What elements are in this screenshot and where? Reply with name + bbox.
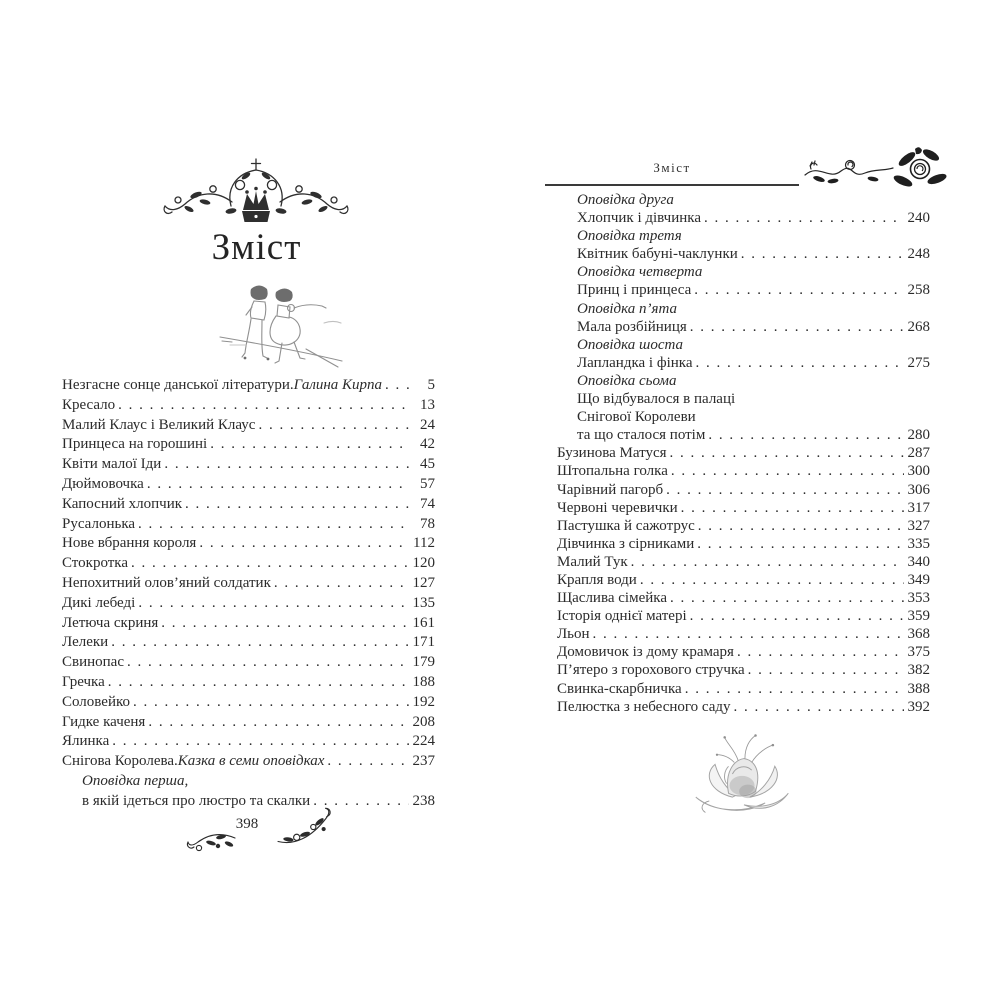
toc-entry-title: Снігова Королева.	[62, 753, 178, 770]
toc-entry-title: Квіти малої Іди	[62, 456, 162, 473]
toc-entry	[557, 318, 930, 336]
toc-entry-subtitle: Казка в семи оповідках	[177, 753, 325, 770]
toc-entry	[62, 614, 435, 634]
dot-leader	[115, 396, 409, 416]
dot-leader	[158, 614, 409, 634]
toc-entry-page-number: 120	[412, 555, 435, 572]
toc-entry-page-number: 238	[412, 792, 435, 809]
toc-entry-title: Чарівний пагорб	[557, 481, 664, 498]
dot-leader	[324, 752, 409, 772]
toc-entry	[557, 336, 930, 354]
toc-entry-page-number: 5	[427, 377, 435, 393]
toc-entry-title: та що сталося потім	[577, 427, 706, 444]
toc-entry	[62, 752, 435, 772]
toc-entry-title: Оповідка третя	[577, 228, 682, 245]
toc-entry-page-number: 327	[907, 517, 930, 534]
toc-entry-title: Штопальна голка	[557, 463, 668, 480]
toc-entry-page-number: 237	[412, 753, 435, 770]
toc-entry-page-number: 359	[907, 608, 930, 625]
toc-entry-page-number: 268	[907, 318, 930, 335]
toc-entry-title: Соловейко	[62, 693, 130, 710]
toc-entry-page-number: 57	[420, 475, 435, 492]
toc-entry-page-number: 188	[412, 673, 435, 690]
toc-entry	[62, 594, 435, 614]
toc-entry	[62, 693, 435, 713]
dot-leader	[667, 444, 904, 462]
toc-entry-title: Льон	[557, 626, 590, 643]
toc-entry-title: Свинопас	[62, 654, 124, 671]
toc-entry	[557, 680, 930, 698]
toc-entry	[557, 390, 930, 408]
toc-entry-page-number: 78	[420, 515, 435, 532]
toc-entry-page-number: 171	[412, 634, 435, 651]
toc-entry-title: Оповідка шоста	[577, 336, 683, 353]
toc-entry-title: Пелюстка з небесного саду	[557, 698, 731, 715]
toc-entry-subtitle: Галина Кирпа	[293, 377, 383, 393]
toc-entry	[62, 376, 435, 396]
toc-entry-title: Принцеса на горошині	[62, 436, 208, 453]
dot-leader	[255, 416, 409, 436]
toc-entry-title: Малий Тук	[557, 553, 628, 570]
crown-floral-ornament	[158, 156, 354, 228]
rose-vine-ornament	[803, 144, 953, 196]
toc-entry-title: Летюча скриня	[62, 614, 159, 631]
running-header: Зміст	[653, 160, 691, 175]
dot-leader	[196, 534, 409, 554]
dot-leader	[745, 661, 904, 679]
toc-entry	[62, 792, 435, 812]
toc-entry	[557, 281, 930, 299]
dot-leader	[130, 693, 409, 713]
toc-entry-page-number: 306	[907, 481, 930, 498]
toc-entry	[557, 227, 930, 245]
toc-entry	[557, 209, 930, 227]
dot-leader	[135, 515, 409, 535]
toc-entry-title: Дюймовочка	[62, 475, 144, 492]
dot-leader	[628, 553, 904, 571]
toc-entry-page-number: 127	[412, 574, 435, 591]
dot-leader	[145, 713, 409, 733]
toc-entry-title: Мала розбійниця	[577, 318, 687, 335]
toc-entry	[557, 408, 930, 426]
toc-entry	[557, 661, 930, 679]
toc-entry	[557, 462, 930, 480]
toc-entry	[557, 571, 930, 589]
right-page	[557, 158, 930, 918]
toc-list	[62, 376, 435, 812]
dot-leader	[678, 499, 904, 517]
dot-leader	[705, 426, 904, 444]
dot-leader	[161, 455, 409, 475]
dot-leader	[144, 475, 409, 495]
toc-entry	[62, 633, 435, 653]
dot-leader	[382, 376, 409, 396]
toc-entry	[557, 499, 930, 517]
dot-leader	[109, 732, 409, 752]
dot-leader	[687, 607, 904, 625]
toc-entry	[62, 713, 435, 733]
dot-leader	[692, 354, 904, 372]
dot-leader	[637, 571, 904, 589]
dot-leader	[135, 594, 409, 614]
toc-entry-page-number: 375	[907, 644, 930, 661]
toc-entry	[62, 455, 435, 475]
toc-entry-title: Нове вбрання короля	[62, 535, 197, 552]
toc-entry-title: Лелеки	[62, 634, 109, 651]
toc-entry-page-number: 248	[907, 246, 930, 263]
toc-entry-page-number: 280	[907, 427, 930, 444]
toc-entry	[557, 698, 930, 716]
toc-entry-title: П’ятеро з горохового стручка	[557, 662, 745, 679]
dot-leader	[682, 680, 904, 698]
toc-entry	[62, 772, 435, 792]
toc-entry	[62, 435, 435, 455]
toc-entry	[62, 732, 435, 752]
toc-entry	[557, 354, 930, 372]
toc-entry	[62, 515, 435, 535]
dot-leader	[731, 698, 904, 716]
toc-entry-page-number: 192	[412, 693, 435, 710]
toc-entry-page-number: 42	[420, 436, 435, 453]
dot-leader	[701, 209, 904, 227]
toc-entry	[62, 396, 435, 416]
dot-leader	[687, 318, 904, 336]
toc-entry-page-number: 317	[907, 499, 930, 516]
toc-entry-page-number: 208	[412, 713, 435, 730]
toc-entry	[62, 495, 435, 515]
toc-list	[557, 191, 930, 716]
toc-entry-page-number: 135	[412, 594, 435, 611]
left-page	[62, 156, 435, 896]
toc-entry-title: Незгасне сонце данської літератури.	[62, 377, 294, 393]
toc-entry	[62, 653, 435, 673]
toc-entry-title: Історія однієї матері	[557, 608, 687, 625]
toc-entry-title: Пастушка й сажотрус	[557, 517, 695, 534]
folio-page-number: 398	[235, 816, 259, 832]
toc-entry-page-number: 340	[907, 553, 930, 570]
toc-entry-page-number: 349	[907, 571, 930, 588]
toc-entry-title: Крапля води	[557, 571, 637, 588]
toc-entry-page-number: 335	[907, 535, 930, 552]
dot-leader	[691, 281, 904, 299]
toc-entry-page-number: 353	[907, 590, 930, 607]
toc-entry	[62, 416, 435, 436]
toc-entry-title: Що відбувалося в палаці	[577, 391, 736, 408]
toc-entry-page-number: 24	[420, 416, 435, 433]
toc-entry-title: Принц і принцеса	[577, 282, 692, 299]
toc-entry-page-number: 392	[907, 698, 930, 715]
toc-entry-title: Червоні черевички	[557, 499, 678, 516]
toc-entry-title: Хлопчик і дівчинка	[577, 210, 701, 227]
dot-leader	[207, 435, 409, 455]
toc-entry-page-number: 13	[420, 396, 435, 413]
toc-entry	[557, 191, 930, 209]
toc-entry-title: Оповідка перша,	[82, 772, 189, 789]
toc-entry	[557, 481, 930, 499]
page-footer	[62, 812, 435, 872]
toc-entry-title: Кресало	[62, 396, 116, 413]
toc-entry	[557, 372, 930, 390]
toc-entry-title: Лапландка і фінка	[577, 354, 693, 371]
toc-entry-page-number: 258	[907, 282, 930, 299]
toc-entry	[62, 554, 435, 574]
toc-entry-title: Стокротка	[62, 555, 129, 572]
toc-entry-title: Капосний хлопчик	[62, 495, 183, 512]
toc-entry-page-number: 275	[907, 354, 930, 371]
dot-leader	[738, 245, 904, 263]
dot-leader	[590, 625, 904, 643]
toc-entry-title: Дівчинка з сірниками	[557, 535, 695, 552]
toc-entry-title: Гречка	[62, 673, 105, 690]
toc-entry-title: Домовичок із дому крамаря	[557, 644, 734, 661]
toc-entry-title: Квітник бабуні-чаклунки	[577, 246, 738, 263]
toc-entry-title: Дикі лебеді	[62, 594, 136, 611]
toc-entry-page-number: 74	[420, 495, 435, 512]
toc-entry-page-number: 287	[907, 445, 930, 462]
dot-leader	[108, 633, 409, 653]
toc-entry	[557, 553, 930, 571]
toc-entry	[557, 426, 930, 444]
header-rule	[545, 184, 799, 186]
toc-entry	[557, 517, 930, 535]
toc-entry-title: в якій ідеться про люстро та скалки	[82, 792, 311, 809]
flying-children-sketch	[210, 278, 352, 372]
toc-entry-page-number: 368	[907, 626, 930, 643]
toc-entry-title: Бузинова Матуся	[557, 445, 667, 462]
dot-leader	[695, 517, 904, 535]
toc-entry-title: Гидке каченя	[62, 713, 146, 730]
toc-entry-title: Свинка-скарбничка	[557, 680, 682, 697]
toc-entry-title: Снігової Королеви	[577, 409, 696, 426]
toc-entry	[62, 534, 435, 554]
toc-entry	[557, 300, 930, 318]
toc-entry-page-number: 388	[907, 680, 930, 697]
dot-leader	[128, 554, 409, 574]
page-title: Зміст	[211, 227, 302, 268]
dot-leader	[124, 653, 409, 673]
footer-right-vine-ornament	[276, 806, 334, 848]
toc-entry-page-number: 112	[413, 535, 435, 552]
toc-entry	[62, 673, 435, 693]
toc-entry-page-number: 224	[412, 733, 435, 750]
toc-entry	[62, 475, 435, 495]
toc-entry-page-number: 240	[907, 210, 930, 227]
toc-entry-title: Щаслива сімейка	[557, 590, 667, 607]
toc-entry-page-number: 161	[412, 614, 435, 631]
dot-leader	[668, 462, 904, 480]
toc-entry-page-number: 179	[412, 654, 435, 671]
toc-entry-title: Оповідка п’ята	[577, 300, 677, 317]
toc-entry	[557, 245, 930, 263]
dot-leader	[667, 589, 904, 607]
toc-entry-title: Малий Клаус і Великий Клаус	[62, 416, 256, 433]
dot-leader	[694, 535, 904, 553]
toc-entry-title: Непохитний олов’яний солдатик	[62, 574, 271, 591]
toc-entry-title: Оповідка сьома	[577, 372, 677, 389]
toc-entry-page-number: 300	[907, 463, 930, 480]
toc-entry-title: Оповідка друга	[577, 192, 674, 208]
toc-entry	[557, 535, 930, 553]
toc-entry	[557, 263, 930, 281]
toc-entry	[557, 607, 930, 625]
dot-leader	[182, 495, 409, 515]
toc-entry	[557, 643, 930, 661]
dot-leader	[734, 643, 904, 661]
toc-entry-title: Оповідка четверта	[577, 264, 703, 281]
toc-entry-title: Русалонька	[62, 515, 136, 532]
toc-entry	[557, 589, 930, 607]
dot-leader	[663, 481, 904, 499]
dot-leader	[105, 673, 409, 693]
toc-entry	[557, 625, 930, 643]
toc-entry-title: Ялинка	[62, 733, 110, 750]
toc-entry-page-number: 382	[907, 662, 930, 679]
toc-entry	[557, 444, 930, 462]
toc-entry-page-number: 45	[420, 456, 435, 473]
dot-leader	[271, 574, 409, 594]
toc-entry	[62, 574, 435, 594]
peony-flower-sketch	[690, 728, 796, 820]
